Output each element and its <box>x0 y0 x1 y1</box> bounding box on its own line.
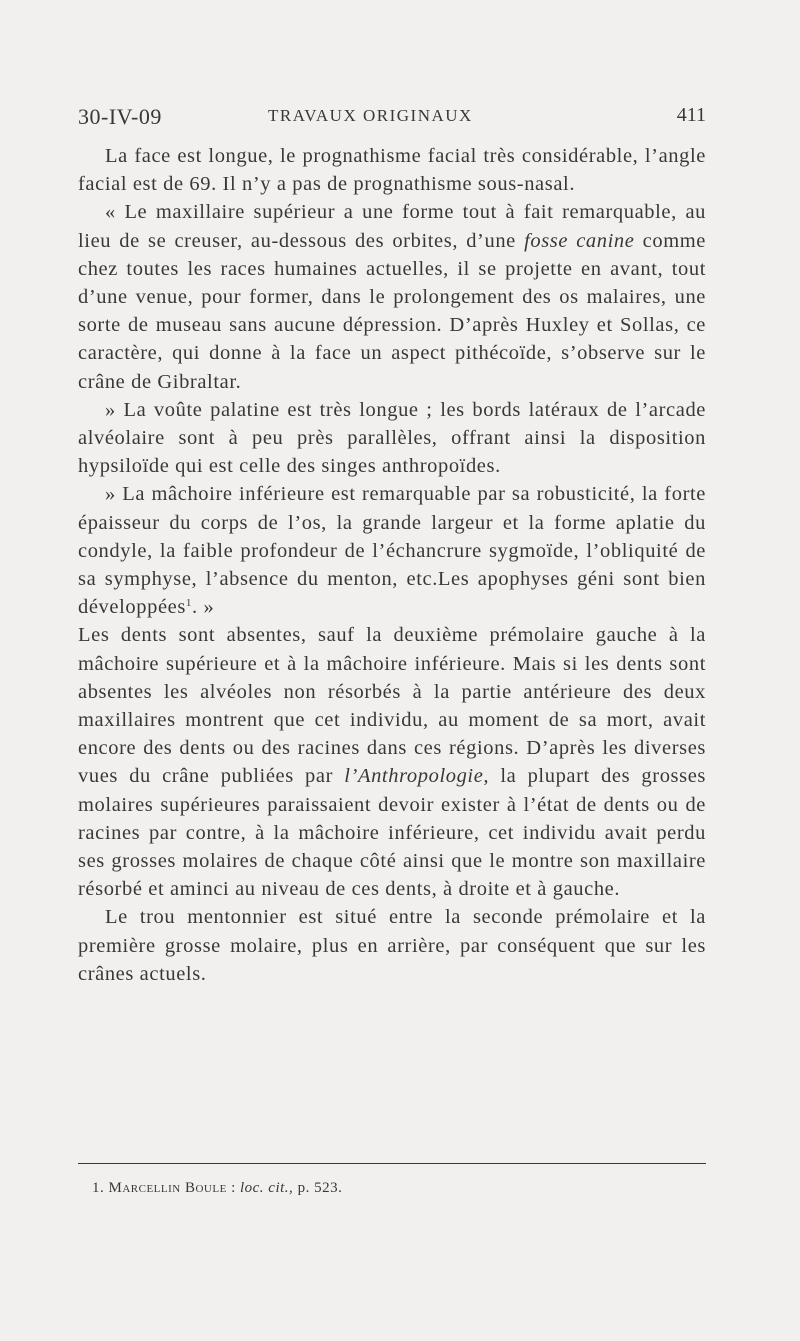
paragraph-5-italic: l’Anthropologie, <box>344 765 490 788</box>
paragraph-4 <box>78 480 706 621</box>
paragraph-6: Le trou mentonnier est situé entre la seconde prémolaire et la première grosse molaire, plus en arrière, par conséquent que sur les crânes actuels. <box>78 906 706 985</box>
paragraph-5-text-end: la plupart des grosses molaires supérieures paraissaient devoir exister à l’état de dents ou de racines par contre, à la mâchoire inférieure, cet individu avait perdu ses grosses molaires de chaque côté ainsi que le montre son maxillaire résorbé et aminci au niveau de ces dents, à droite et à gauche. <box>78 765 706 901</box>
page-number: 411 <box>676 104 706 126</box>
paragraph-4-text: » La mâchoire inférieure est remarquable par sa robusticité, la forte épaisseur du corps de l’os, la grande largeur et la forme aplatie du condyle, la faible profondeur de l’échancrure sygmoïde, l’obliquité de sa symphyse, l’absence du menton, etc.Les apophyses géni sont bien développées <box>78 483 706 619</box>
paragraph-4-close: . » <box>192 596 215 619</box>
footnote-page: p. 523. <box>293 1180 343 1196</box>
paragraph-2-text-end: comme chez toutes les races humaines actuelles, il se projette en avant, tout d’une venue, pour former, dans le prolongement des os malaires, une sorte de museau sans aucune dépression. D’après Huxley et Sollas, ce caractère, qui donne à la face un aspect pithécoïde, s’observe sur le crâne de Gibraltar. <box>78 229 706 393</box>
paragraph-5 <box>78 621 706 903</box>
paragraph-3: » La voûte palatine est très longue ; les bords latéraux de l’arcade alvéolaire sont à peu près parallèles, offrant ainsi la disposition hypsiloïde qui est celle des singes anthropoïdes. <box>78 398 706 478</box>
paragraph-2-italic: fosse canine <box>524 229 635 252</box>
running-header <box>78 104 706 134</box>
footnote-reference: 1 <box>185 597 193 610</box>
paragraph-2 <box>78 198 706 395</box>
footnote-divider <box>78 1163 706 1164</box>
paragraph-1: La face est longue, le prognathisme facial très considérable, l’angle facial est de 69. Il n’y a pas de prognathisme sous-nasal. <box>78 145 706 196</box>
footnote-author: Marcellin Boule <box>108 1180 227 1196</box>
header-date: 30-IV-09 <box>78 104 162 129</box>
footnote-reference-italic: loc. cit., <box>239 1180 294 1196</box>
header-section-title: TRAVAUX ORIGINAUX <box>268 106 473 125</box>
paragraph-2-text-start: « Le maxillaire supérieur a une forme tout à fait remarquable, au lieu de se creuser, au-dessous des orbites, d’une <box>78 201 706 252</box>
main-text <box>78 142 706 988</box>
footnote <box>92 1180 342 1197</box>
paragraph-5-text-start: Les dents sont absentes, sauf la deuxième prémolaire gauche à la mâchoire supérieure et à la mâchoire inférieure. Mais si les dents sont absentes les alvéoles non résorbés à la partie antérieure des deux maxillaires montrent que cet individu, au moment de sa mort, avait encore des dents ou des racines dans ces régions. D’après les diverses vues du crâne publiées par <box>78 624 706 788</box>
footnote-separator: : <box>226 1180 240 1196</box>
footnote-number: 1. <box>92 1180 105 1196</box>
